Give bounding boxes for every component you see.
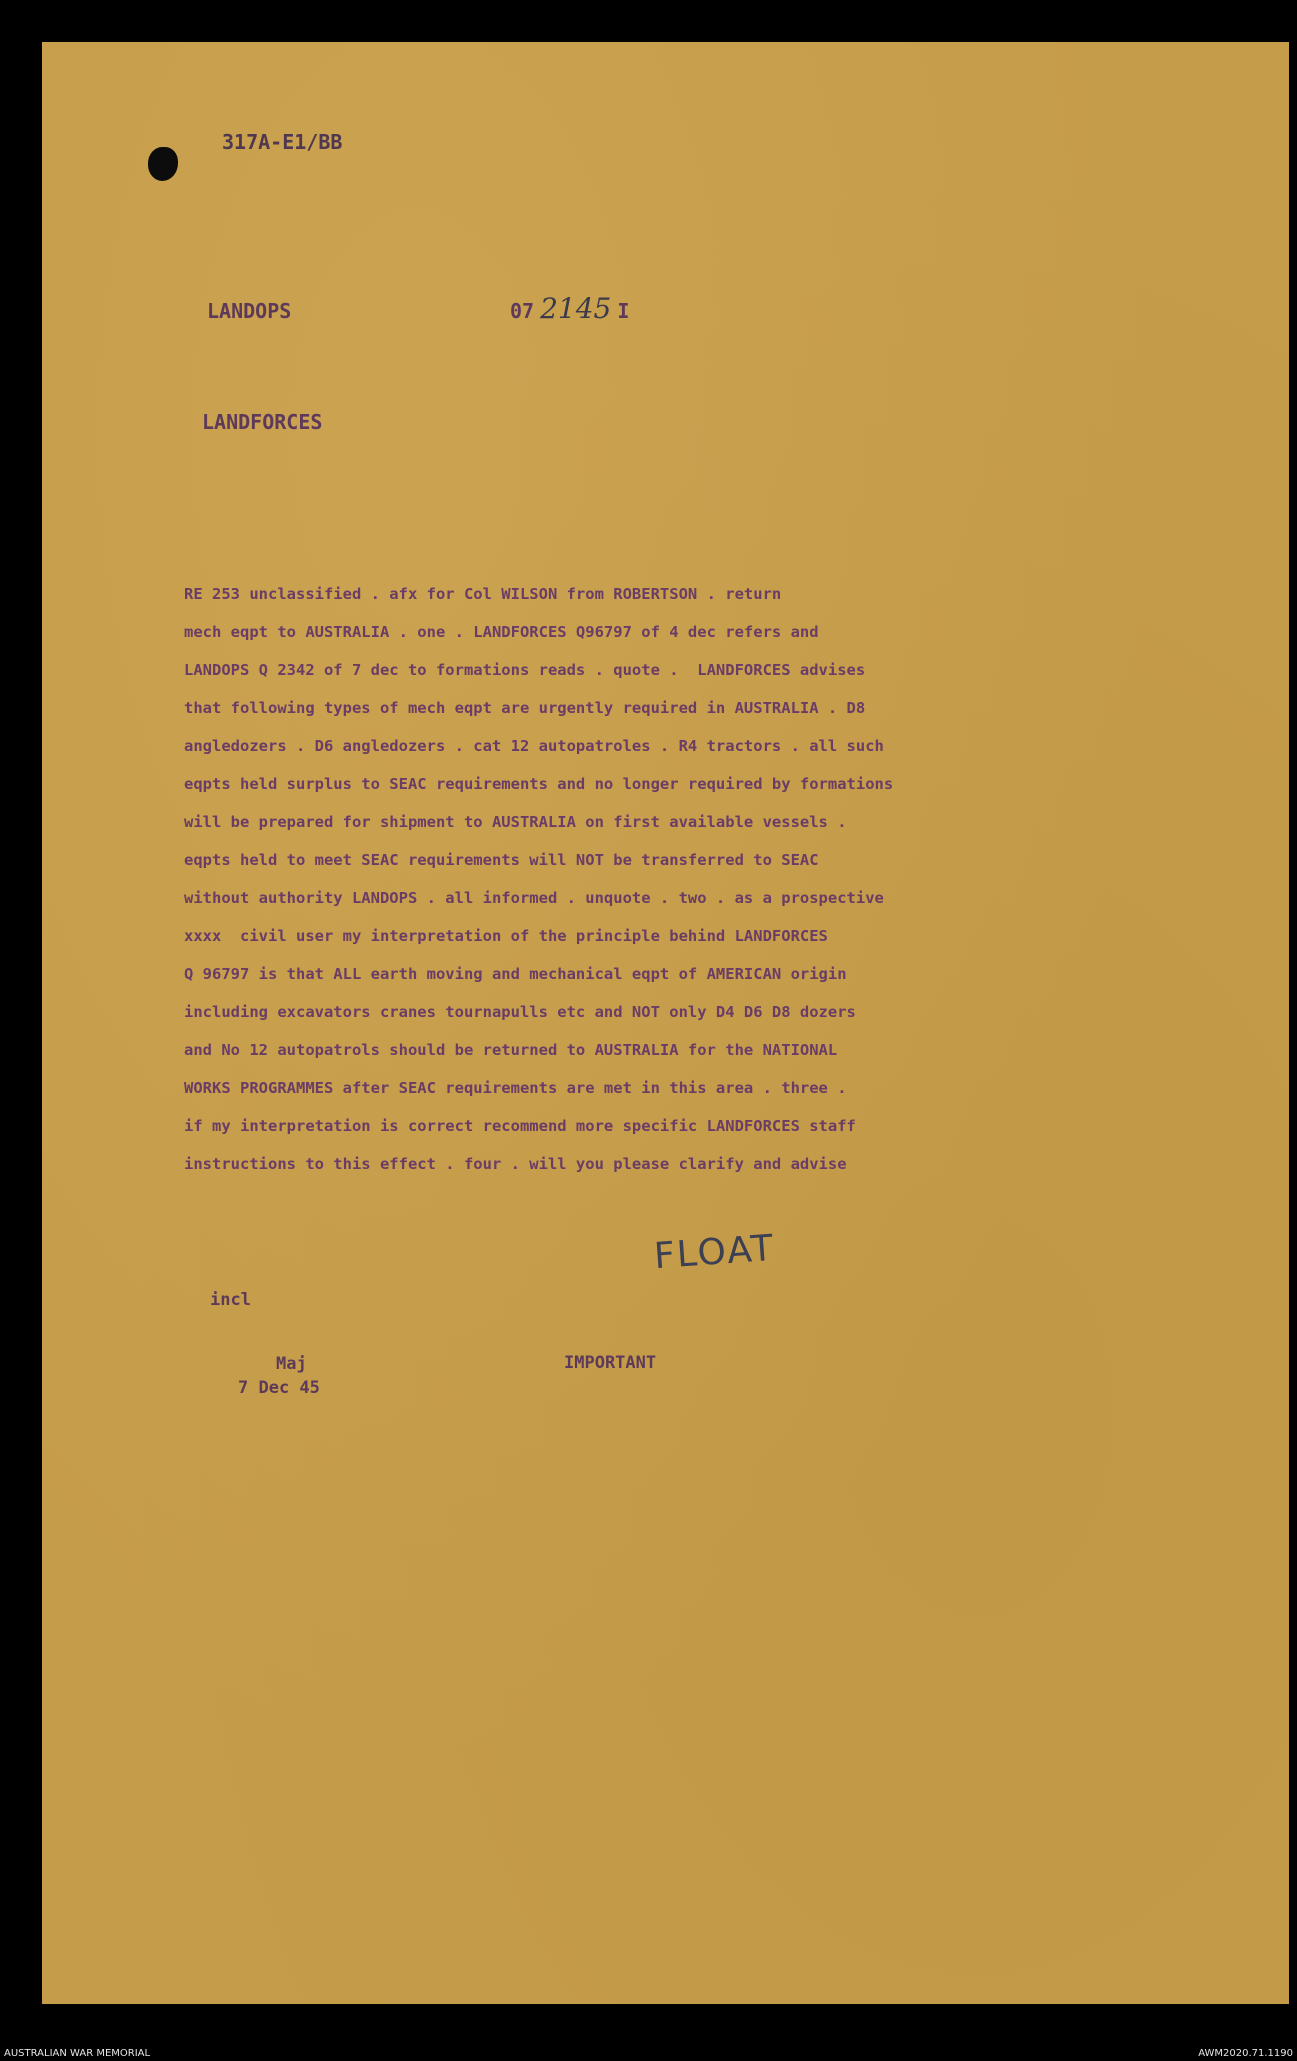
body-line: angledozers . D6 angledozers . cat 12 autopatroles . R4 tractors . all such [184,737,884,755]
footer-accession-number: AWM2020.71.1190 [1198,2048,1293,2059]
dtg-handwritten: 2145 [540,292,612,325]
punch-hole [148,147,178,181]
body-line: instructions to this effect . four . will you please clarify and advise [184,1155,847,1173]
body-line: xxxx civil user my interpretation of the principle behind LANDFORCES [184,927,828,945]
dtg-suffix: I [617,299,630,323]
message-date: 7 Dec 45 [238,1378,320,1398]
date-time-group [510,292,629,325]
body-line: without authority LANDOPS . all informed . unquote . two . as a prospective [184,889,884,907]
body-line: will be prepared for shipment to AUSTRALIA on first available vessels . [184,813,847,831]
precedence: IMPORTANT [564,1353,657,1373]
body-line: and No 12 autopatrols should be returned to AUSTRALIA for the NATIONAL [184,1041,838,1059]
footer-institution: AUSTRALIAN WAR MEMORIAL [4,2048,151,2059]
message-body [184,580,904,1188]
body-line: RE 253 unclassified . afx for Col WILSON from ROBERTSON . return [184,585,782,603]
handwritten-float-note: FLOAT [652,1227,777,1278]
addressee: LANDFORCES [202,410,323,434]
document-page [42,42,1289,2004]
file-reference: 317A-E1/BB [222,130,343,154]
inclusion-note: incl [210,1290,251,1310]
body-line: mech eqpt to AUSTRALIA . one . LANDFORCES Q96797 of 4 dec refers and [184,623,819,641]
body-line: that following types of mech eqpt are urgently required in AUSTRALIA . D8 [184,699,866,717]
body-line: including excavators cranes tournapulls etc and NOT only D4 D6 D8 dozers [184,1003,856,1021]
body-line: eqpts held surplus to SEAC requirements and no longer required by formations [184,775,894,793]
body-line: eqpts held to meet SEAC requirements will NOT be transferred to SEAC [184,851,819,869]
body-line: WORKS PROGRAMMES after SEAC requirements are met in this area . three . [184,1079,847,1097]
sender: LANDOPS [207,299,292,323]
body-line: LANDOPS Q 2342 of 7 dec to formations reads . quote . LANDFORCES advises [184,661,866,679]
signatory-rank: Maj [276,1354,307,1374]
dtg-prefix: 07 [510,299,535,323]
body-line: if my interpretation is correct recommend more specific LANDFORCES staff [184,1117,856,1135]
body-line: Q 96797 is that ALL earth moving and mechanical eqpt of AMERICAN origin [184,965,847,983]
